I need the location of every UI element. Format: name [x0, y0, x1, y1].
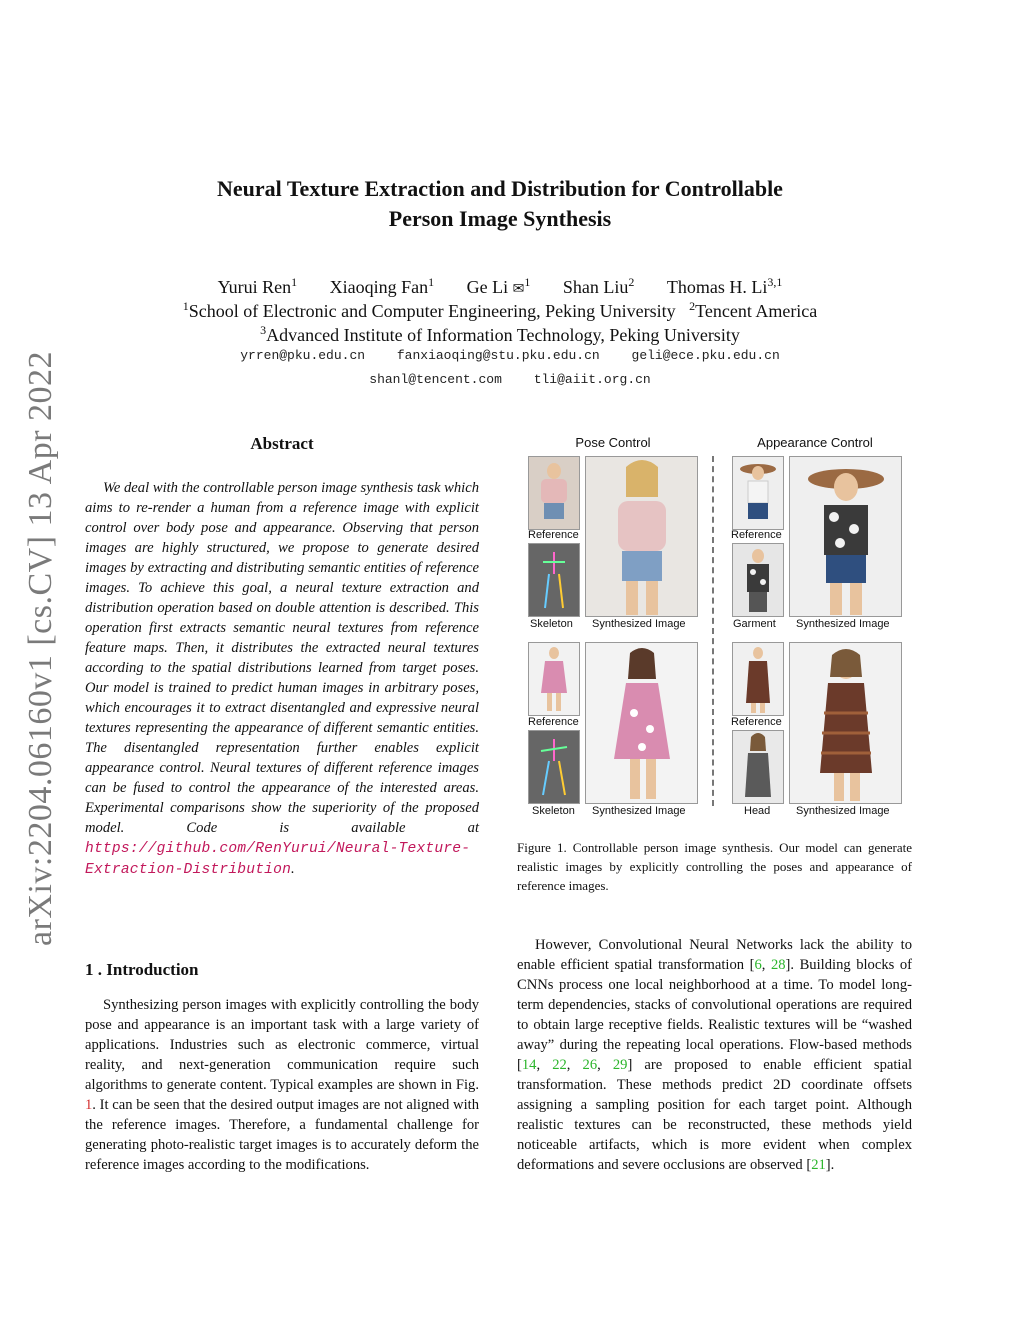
email[interactable]: shanl@tencent.com — [369, 372, 502, 387]
title-line-1: Neural Texture Extraction and Distribution for Controllable — [217, 176, 783, 201]
right-column-paragraph: However, Convolutional Neural Networks lack the ability to enable efficient spatial transformation [6, 28]. Building blocks of CNNs process one local neighborhood at a time. To model long-term dependencies, stacks of convolutional operations are required to obtain large receptive fields. Realistic textures will be “washed away” during the repeating local operations. Flow-based methods [14, 22, 26, 29] are proposed to enable efficient spatial transformation. These methods predict 2D coordinate offsets assigning a sampling position for each target point. Although realistic textures can be reconstructed, these methods yield noticeable artifacts, which is more evident when complex deformations and severe occlusions are observed [21]. — [517, 937, 912, 1173]
reference-photo — [732, 456, 784, 530]
author: Thomas H. Li$^{3,1}$ — [666, 275, 783, 297]
pose-control-heading: Pose Control — [575, 435, 651, 450]
affiliation-line-2: $^3$Advanced Institute of Information Technology, Peking University — [260, 323, 740, 345]
citation-link[interactable]: 14 — [521, 1057, 537, 1073]
synthesized-photo — [789, 642, 902, 804]
label-synthesized: Synthesized Image — [592, 618, 686, 630]
label-skeleton: Skeleton — [532, 805, 575, 817]
figure-ref-link[interactable]: 1 — [85, 1097, 93, 1113]
label-reference: Reference — [528, 529, 579, 541]
email-line-2 — [150, 370, 870, 390]
label-reference: Reference — [731, 716, 782, 728]
figure-divider — [712, 456, 714, 806]
affiliation-line-1: $^1$School of Electronic and Computer Engineering, Peking University $^2$Tencent America — [182, 299, 818, 321]
envelope-icon: ✉ — [512, 282, 525, 297]
label-synthesized: Synthesized Image — [796, 805, 890, 817]
abstract-body: We deal with the controllable person image synthesis task which aims to re-render a human from a reference image with explicit control over body pose and appearance. Observing that person images are highly structured, we propose to generate desired images by extracting and distributing semantic entities of reference images. To achieve this goal, a neural texture extraction and distribution operation based on double attention is described. This operation first extracts semantic neural textures from reference feature maps. Then, it distributes the extracted neural textures according to the spatial distributions learned from target poses. Our model is trained to predict human images in arbitrary poses, which encourages it to extract disentangled and expressive neural textures representing the appearance of different semantic entities. The disentangled representation further enables explicit appearance control. Neural textures of different reference images can be fused to control the appearance of the interested areas. Experimental comparisons show the superiority of the proposed model. Code is available at https://github.com/RenYurui/Neural-Texture-Extraction-Distribution. — [85, 480, 479, 878]
code-link[interactable]: https://github.com/RenYurui/ — [85, 841, 336, 857]
reference-photo — [732, 642, 784, 716]
citation-link[interactable]: 22 — [552, 1057, 567, 1073]
label-garment: Garment — [733, 618, 776, 630]
author: Xiaoqing Fan$^1$ — [329, 275, 435, 297]
intro-paragraph: Synthesizing person images with explicitly controlling the body pose and appearance is an important task with a large variety of applications. Industries such as electronic commerce, virtual reality, and next-generation communication require such algorithms to generate content. Typical examples are shown in Fig. 1. It can be seen that the desired output images are not aligned with the reference images. Therefore, a fundamental challenge for generating photo-realistic target images is to accurately deform the reference images according to the modifications. — [85, 997, 479, 1173]
intro-heading: 1 . Introduction — [85, 960, 199, 979]
label-skeleton: Skeleton — [530, 618, 573, 630]
label-reference: Reference — [731, 529, 782, 541]
reference-photo — [528, 642, 580, 716]
citation-link[interactable]: 6 — [754, 957, 762, 973]
label-synthesized: Synthesized Image — [796, 618, 890, 630]
citation-link[interactable]: 28 — [770, 957, 786, 973]
reference-photo — [528, 456, 580, 530]
paper-title — [150, 174, 850, 234]
citation-link[interactable]: 29 — [612, 1057, 628, 1073]
email[interactable]: geli@ece.pku.edu.cn — [631, 348, 780, 363]
appearance-control-heading: Appearance Control — [757, 435, 873, 450]
citation-link[interactable]: 26 — [582, 1057, 598, 1073]
email[interactable]: fanxiaoqing@stu.pku.edu.cn — [396, 348, 600, 363]
title-line-2: Person Image Synthesis — [388, 206, 612, 231]
arxiv-stamp: arXiv:2204.06160v1 [cs.CV] 13 Apr 2022 — [22, 350, 59, 946]
skeleton-image — [528, 543, 580, 617]
synthesized-photo — [789, 456, 902, 617]
label-head: Head — [744, 805, 771, 817]
label-reference: Reference — [528, 716, 579, 728]
citation-link[interactable]: 21 — [811, 1157, 826, 1173]
author: Ge Li ✉$^1$ — [466, 275, 531, 297]
author: Yurui Ren$^1$ — [217, 275, 298, 297]
email-line-1 — [150, 346, 870, 366]
synthesized-photo — [585, 642, 698, 804]
email[interactable]: yrren@pku.edu.cn — [240, 348, 366, 363]
figure-caption: Figure 1. Controllable person image synthesis. Our model can generate realistic images by explicitly controlling the poses and appearance of reference images. — [517, 840, 912, 893]
author: Shan Liu$^2$ — [562, 275, 635, 297]
garment-photo — [732, 543, 784, 617]
skeleton-image — [528, 730, 580, 804]
head-photo — [732, 730, 784, 804]
email[interactable]: tli@aiit.org.cn — [533, 372, 651, 387]
synthesized-photo — [585, 456, 698, 617]
abstract-heading: Abstract — [250, 434, 314, 453]
code-link-cont[interactable]: Neural-Texture-Extraction-Distribution — [85, 841, 471, 878]
label-synthesized: Synthesized Image — [592, 805, 686, 817]
